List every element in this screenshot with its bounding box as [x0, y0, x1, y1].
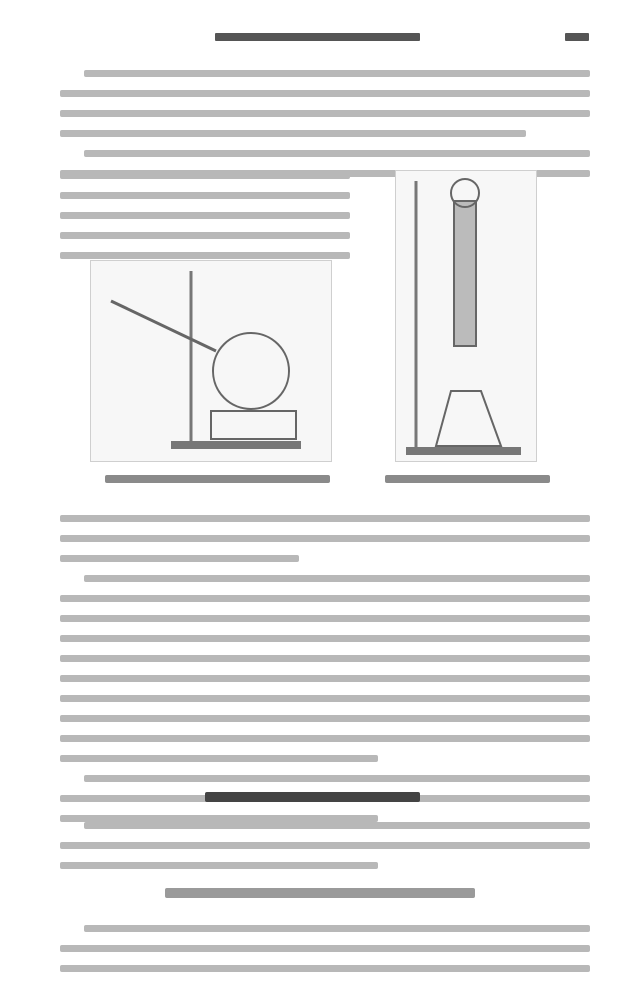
- section-heading: [205, 792, 420, 802]
- figure-caption-1: [105, 475, 330, 483]
- paragraph-block-2: [60, 172, 350, 272]
- flask-illustration: [91, 261, 331, 461]
- figure-reductor: [395, 170, 537, 462]
- paragraph-block-4: [60, 822, 590, 882]
- paragraph-block-3: [60, 515, 590, 835]
- figure-flask: [90, 260, 332, 462]
- running-head: [0, 30, 622, 44]
- chemical-equation: [165, 888, 475, 898]
- reductor-illustration: [396, 171, 536, 461]
- figure-caption-2: [385, 475, 550, 483]
- paragraph-block-5: [60, 925, 590, 985]
- page-number: [565, 33, 589, 41]
- running-head-title: [215, 33, 420, 41]
